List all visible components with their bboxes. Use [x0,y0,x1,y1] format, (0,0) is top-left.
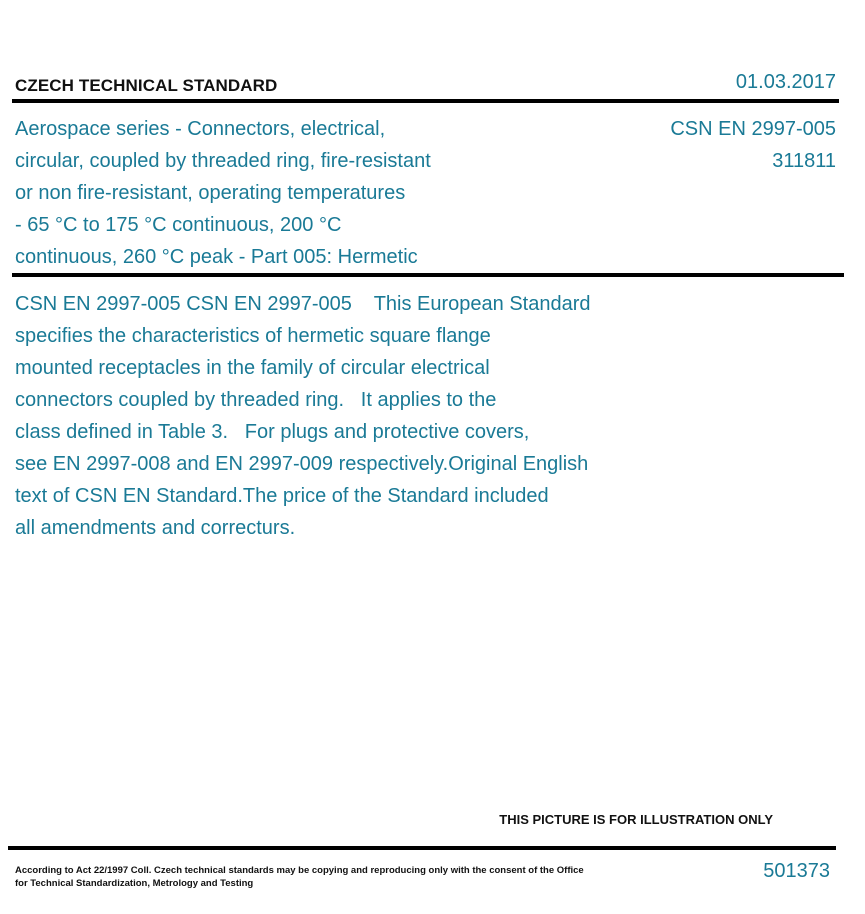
illustration-note: THIS PICTURE IS FOR ILLUSTRATION ONLY [499,812,773,827]
description-line: all amendments and correcturs. [15,517,296,539]
standard-title [15,113,485,273]
footer-divider [8,846,836,850]
description-line: CSN EN 2997-005 CSN EN 2997-005 This European Standard [15,293,591,315]
description-line: connectors coupled by threaded ring. It applies to the [15,389,497,411]
legal-notice-line: According to Act 22/1997 Coll. Czech technical standards may be copying and reproducing only with the consent of the Office [15,865,584,876]
title-divider [12,273,844,277]
standard-identifiers [670,113,836,177]
header-divider [12,99,839,103]
standard-code: CSN EN 2997-005 [670,118,836,140]
standard-title-line: Aerospace series - Connectors, electrical, [15,118,386,140]
description-line: mounted receptacles in the family of circular electrical [15,357,490,379]
document-heading: CZECH TECHNICAL STANDARD [15,76,278,95]
description-line: text of CSN EN Standard.The price of the Standard included [15,485,549,507]
description-line: see EN 2997-008 and EN 2997-009 respectively.Original English [15,453,589,475]
class-number: 311811 [772,150,836,172]
standard-title-line: circular, coupled by threaded ring, fire-resistant [15,150,431,172]
standard-description [15,288,645,544]
publication-date: 01.03.2017 [735,71,836,93]
standard-title-line: continuous, 260 °C peak - Part 005: Hermetic [15,246,418,268]
description-line: specifies the characteristics of hermetic square flange [15,325,491,347]
standard-title-line: - 65 °C to 175 °C continuous, 200 °C [15,214,342,236]
legal-notice [15,864,585,890]
description-line: class defined in Table 3. For plugs and protective covers, [15,421,530,443]
standard-title-line: or non fire-resistant, operating temperatures [15,182,406,204]
document-id: 501373 [763,860,830,882]
legal-notice-line: for Technical Standardization, Metrology and Testing [15,878,254,889]
